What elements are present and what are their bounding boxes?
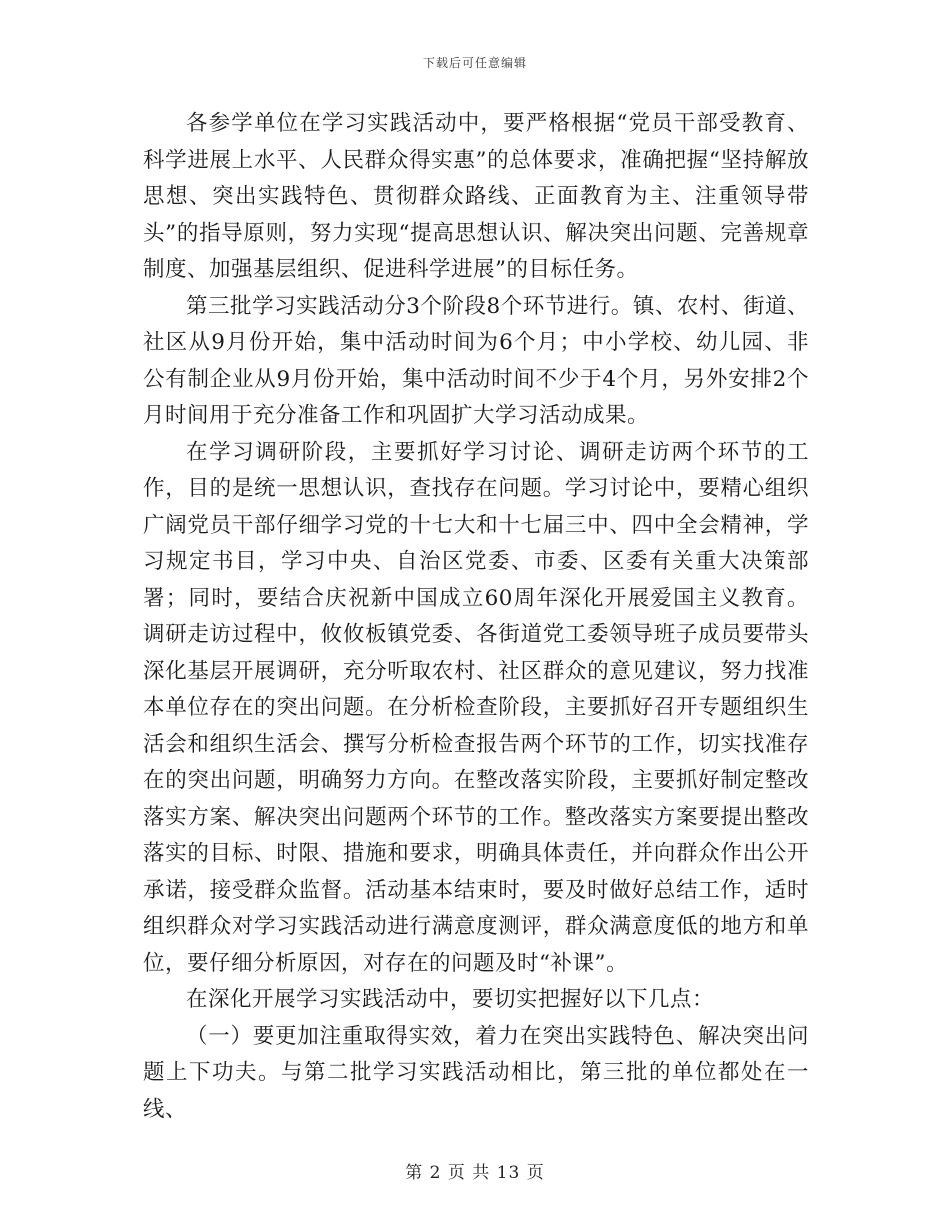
- document-body: [143, 106, 809, 1128]
- paragraph-2: 第三批学习实践活动分3个阶段8个环节进行。镇、农村、街道、社区从9月份开始，集中活动时间为6个月；中小学校、幼儿园、非公有制企业从9月份开始，集中活动时间不少于4个月，另外安排2个月时间用于充分准备工作和巩固扩大学习活动成果。: [143, 293, 809, 428]
- paragraph-3: 在学习调研阶段，主要抓好学习讨论、调研走访两个环节的工作，目的是统一思想认识，查找存在问题。学习讨论中，要精心组织广阔党员干部仔细学习党的十七大和十七届三中、四中全会精神，学习规定书目，学习中央、自治区党委、市委、区委有关重大决策部署；同时，要结合庆祝新中国成立60周年深化开展爱国主义教育。调研走访过程中，攸攸板镇党委、各街道党工委领导班子成员要带头深化基层开展调研，充分听取农村、社区群众的意见建议，努力找准本单位存在的突出问题。在分析检查阶段，主要抓好召开专题组织生活会和组织生活会、撰写分析检查报告两个环节的工作，切实找准存在的突出问题，明确努力方向。在整改落实阶段，主要抓好制定整改落实方案、解决突出问题两个环节的工作。整改落实方案要提出整改落实的目标、时限、措施和要求，明确具体责任，并向群众作出公开承诺，接受群众监督。活动基本结束时，要及时做好总结工作，适时组织群众对学习实践活动进行满意度测评，群众满意度低的地方和单位，要仔细分析原因，对存在的问题及时“补课”。: [143, 439, 809, 976]
- paragraph-4: 在深化开展学习实践活动中，要切实把握好以下几点：: [186, 987, 715, 1012]
- page-number-footer: 第 2 页 共 13 页: [405, 1163, 545, 1183]
- page-header: 下载后可任意编辑: [422, 56, 527, 70]
- paragraph-1: 各参学单位在学习实践活动中，要严格根据“党员干部受教育、科学进展上水平、人民群众得实惠”的总体要求，准确把握“坚持解放思想、突出实践特色、贯彻群众路线、正面教育为主、注重领导带头”的指导原则，努力实现“提高思想认识、解决突出问题、完善规章制度、加强基层组织、促进科学进展”的目标任务。: [143, 111, 809, 282]
- paragraph-5: （一）要更加注重取得实效，着力在突出实践特色、解决突出问题上下功夫。与第二批学习实践活动相比，第三批的单位都处在一线、: [143, 1023, 809, 1122]
